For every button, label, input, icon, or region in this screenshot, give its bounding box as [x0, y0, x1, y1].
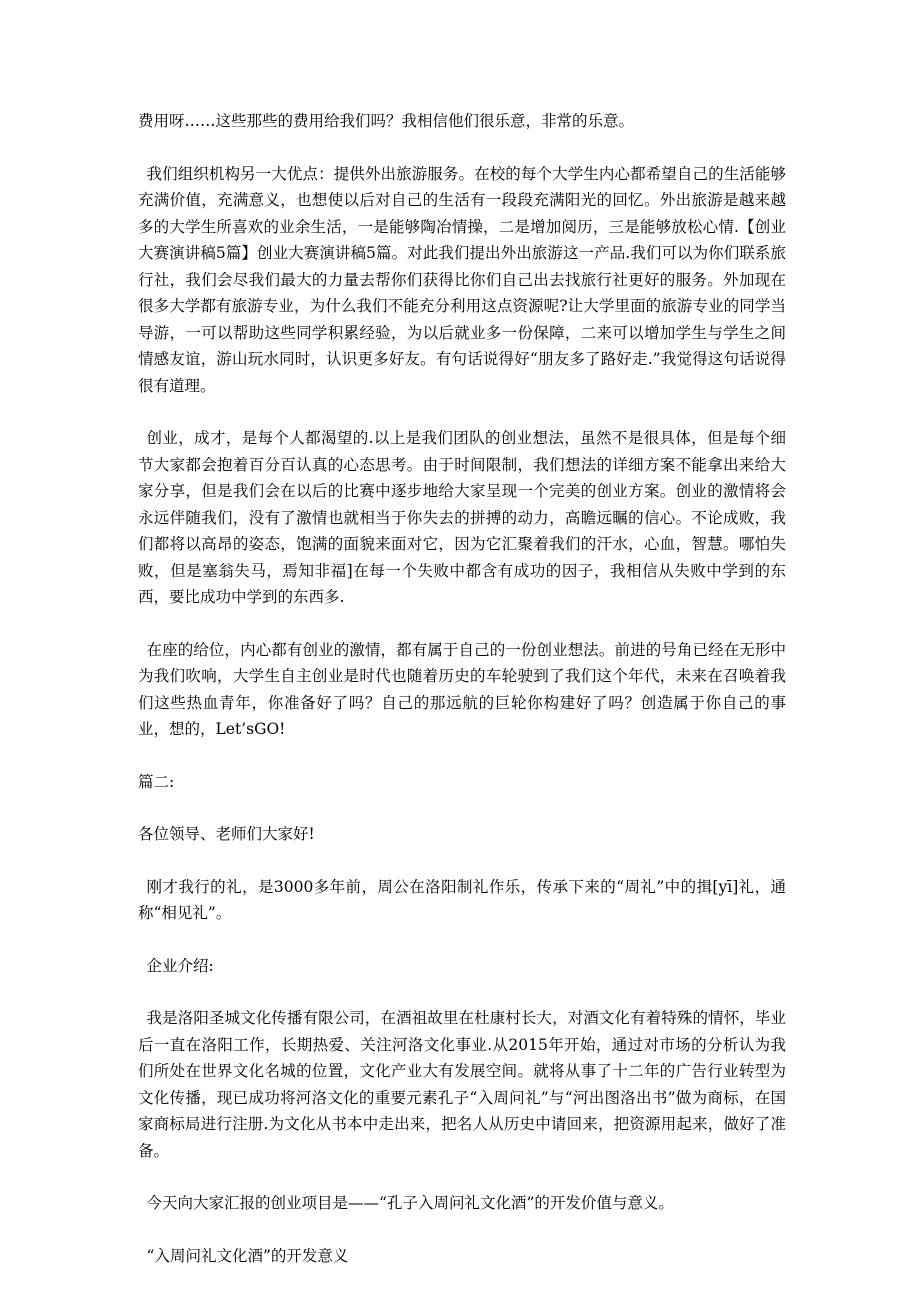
paragraph-3: 创业，成才，是每个人都渴望的.以上是我们团队的创业想法，虽然不是很具体，但是每个细节大家都会抱着百分百认真的心态思考。由于时间限制，我们想法的详细方案不能拿出来给大家分享，但是我们会在以后的比赛中逐步地给大家呈现一个完美的创业方案。创业的激情将会永远伴随我们，没有了激情也就相当于你失去的拼搏的动力，高瞻远瞩的信心。不论成败，我们都将以高昂的姿态，饱满的面貌来面对它，因为它汇聚着我们的汗水，心血，智慧。哪怕失败，但是塞翁失马，焉知非福]在每一个失败中都含有成功的因子，我相信从失败中学到的东西，要比成功中学到的东西多. — [138, 429, 786, 606]
paragraph-5: 刚才我行的礼，是3000多年前，周公在洛阳制礼作乐，传承下来的“周礼”中的揖[yī]礼，通称“相见礼”。 — [138, 877, 786, 922]
paragraph-7: 今天向大家汇报的创业项目是——“孔子入周问礼文化酒”的开发价值与意义。 — [146, 1194, 674, 1212]
section-heading-part-two: 篇二: — [138, 772, 175, 791]
paragraph-2: 我们组织机构另一大优点：提供外出旅游服务。在校的每个大学生内心都希望自己的生活能够充满价值，充满意义，也想使以后对自己的生活有一段段充满阳光的回忆。外出旅游是越来越多的大学生所喜欢的业余生活，一是能够陶冶情操，二是增加阅历，三是能够放松心情.【创业大赛演讲稿5篇】创业大赛演讲稿5篇。对此我们提出外出旅游这一产品.我们可以为你们联系旅行社，我们会尽我们最大的力量去帮你们获得比你们自己出去找旅行社更好的服务。外加现在很多大学都有旅游专业，为什么我们不能充分利用这点资源呢?让大学里面的旅游专业的同学当导游，一可以帮助这些同学积累经验，为以后就业多一份保障，二来可以增加学生与学生之间情感友谊，游山玩水同时，认识更多好友。有句话说得好“朋友多了路好走.”我觉得这句话说得很有道理。 — [138, 164, 786, 395]
subheading-company-intro: 企业介绍: — [146, 956, 214, 975]
paragraph-4: 在座的给位，内心都有创业的激情，都有属于自己的一份创业想法。前进的号角已经在无形中为我们吹响，大学生自主创业是时代也随着历史的车轮驶到了我们这个年代，未来在召唤着我们这些热血青年，你准备好了吗？自己的那远航的巨轮你构建好了吗？创造属于你自己的事业，想的，Let’sGO! — [138, 640, 786, 738]
paragraph-6: 我是洛阳圣城文化传播有限公司，在酒祖故里在杜康村长大，对酒文化有着特殊的情怀，毕业后一直在洛阳工作，长期热爱、关注河洛文化事业.从2015年开始，通过对市场的分析认为我们所处在世界文化名城的位置，文化产业大有发展空间。就将从事了十二年的广告行业转型为文化传播，现已成功将河洛文化的重要元素孔子“入周问礼”与“河出图洛出书”做为商标，在国家商标局进行注册.为文化从书本中走出来，把名人从历史中请回来，把资源用起来，做好了准备。 — [138, 1009, 786, 1160]
paragraph-1: 费用呀……这些那些的费用给我们吗？我相信他们很乐意，非常的乐意。 — [138, 112, 635, 130]
greeting-line: 各位领导、老师们大家好! — [138, 825, 315, 843]
document-page — [138, 108, 786, 1295]
subheading-development-significance: “入周问礼文化酒”的开发意义 — [146, 1246, 349, 1265]
